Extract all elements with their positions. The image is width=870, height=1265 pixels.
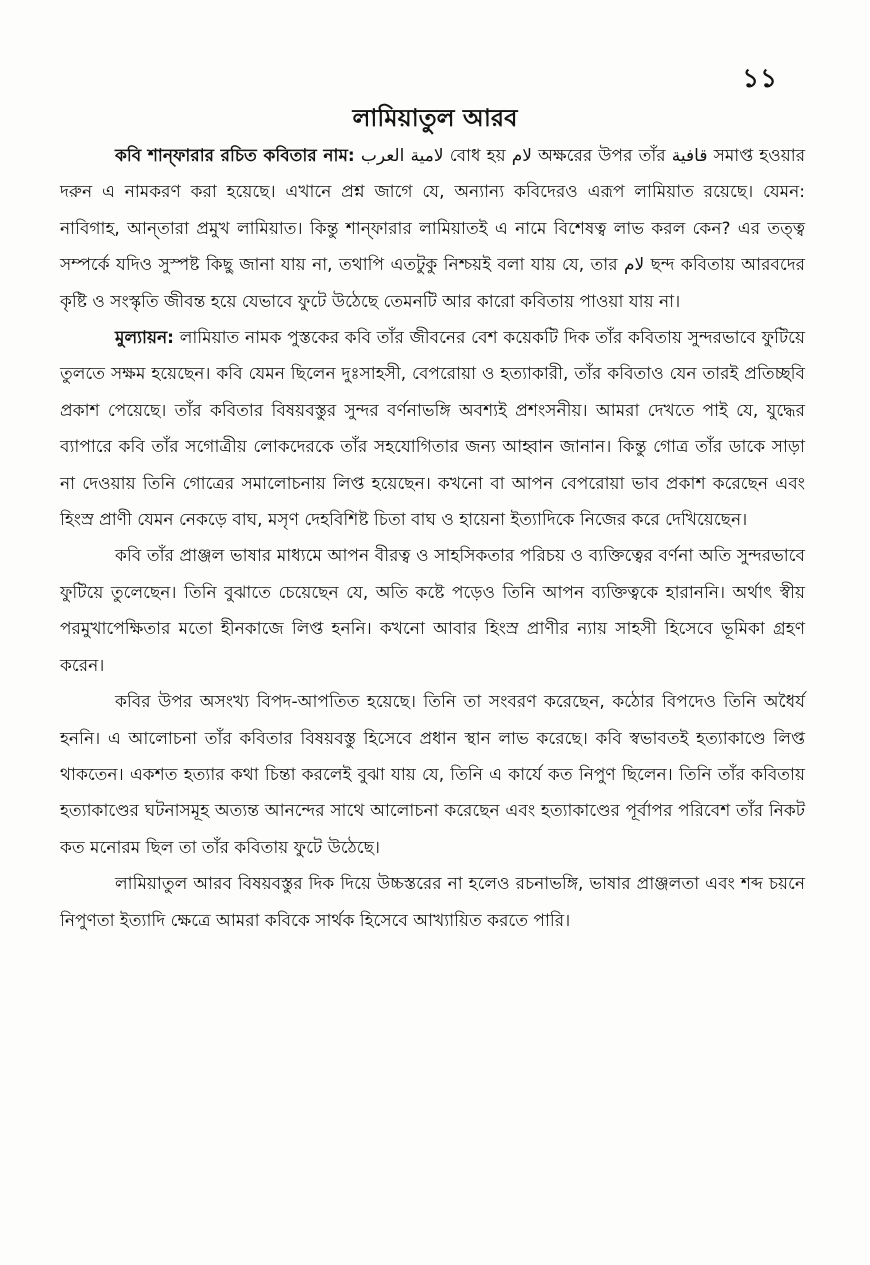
evaluation-lead: মুল্যায়ন: [115, 328, 174, 349]
intro-mid: বোধ হয় [449, 146, 506, 166]
paragraph-conclusion: লামিয়াতুল আরব বিষয়বস্তুর দিক দিয়ে উচ্চস্তরের না হলেও রচনাভঙ্গি, ভাষার প্রাঞ্জলতা এবং শব্দ চয়নে নিপুণতা ইত্যাদি ক্ষেত্রে আমরা কবিকে সার্থক হিসেবে আখ্যায়িত করতে পারি। [60, 874, 805, 931]
arabic-title: لامية العرب [360, 146, 444, 166]
page-title: লামিয়াতুল আরব [352, 104, 518, 132]
evaluation-text: লামিয়াত নামক পুস্তকের কবি তাঁর জীবনের বেশ কয়েকটি দিক তাঁর কবিতায় সুন্দরভাবে ফুটিয়ে তুলতে সক্ষম হয়েছেন। কবি যেমন ছিলেন দুঃসাহসী, বেপরোয়া ও হত্যাকারী, তাঁর কবিতাও যেন তারই প্রতিচ্ছবি প্রকাশ পেয়েছে। তাঁর কবিতার বিষয়বস্তুর সুন্দর বর্ণনাভঙ্গি অবশ্যই প্রশংসনীয়। আমরা দেখতে পাই যে, যুদ্ধের ব্যাপারে কবি তাঁর সগোত্রীয় লোকদেরকে তাঁর সহযোগিতার জন্য আহ্বান জানান। কিন্তু গোত্র তাঁর ডাকে সাড়া না দেওয়ায় তিনি গোত্রের সমালোচনায় লিপ্ত হয়েছেন। কখনো বা আপন বেপরোয়া ভাব প্রকাশ করেছেন এবং হিংস্র প্রাণী যেমন নেকড়ে বাঘ, মসৃণ দেহবিশিষ্ট চিতা বাঘ ও হায়েনা ইত্যাদিকে নিজের করে দেখিয়েছেন। [60, 328, 806, 531]
arabic-lam: لام [511, 146, 532, 166]
intro-lead: কবি শান্‌ফারার রচিত কবিতার নাম: [115, 146, 355, 166]
paragraph-hardship: কবির উপর অসংখ্য বিপদ-আপতিত হয়েছে। তিনি তা সংবরণ করেছেন, কঠোর বিপদেও তিনি অধৈর্য হননি। এ আলোচনা তাঁর কবিতার বিষয়বস্তু হিসেবে প্রধান স্থান লাভ করেছে। কবি স্বভাবতই হত্যাকাণ্ডে লিপ্ত থাকতেন। একশত হত্যার কথা চিন্তা করলেই বুঝা যায় যে, তিনি এ কার্যে কত নিপুণ ছিলেন। তিনি তাঁর কবিতায় হত্যাকাণ্ডের ঘটনাসমূহ অত্যন্ত আনন্দের সাথে আলোচনা করেছেন এবং হত্যাকাণ্ডের পূর্বাপর পরিবেশ তাঁর নিকট কত মনোরম ছিল তা তাঁর কবিতায় ফুটে উঠেছে। [60, 692, 805, 858]
intro-rest: অক্ষরের উপর তাঁর قافية সমাপ্ত হওয়ার দরুন এ নামকরণ করা হয়েছে। এখানে প্রশ্ন জাগে যে, অন্যান্য কবিদেরও এরূপ লামিয়াত রয়েছে। যেমন: নাবিগাহ, আন্‌তারা প্রমুখ লামিয়াত। কিন্তু শান্‌ফারার লামিয়াতই এ নামে বিশেষত্ব লাভ করল কেন? এর তত্ত্ব সম্পর্কে যদিও সুস্পষ্ট কিছু জানা যায় না, তথাপি এতটুকু নিশ্চয়ই বলা যায় যে, তার لام ছন্দ কবিতায় আরবদের কৃষ্টি ও সংস্কৃতি জীবন্ত হয়ে যেভাবে ফুটে উঠেছে তেমনটি আর কারো কবিতায় পাওয়া যায় না। [60, 146, 806, 312]
paragraph-intro [60, 138, 805, 320]
body-text [60, 138, 805, 939]
paragraph-heroism: কবি তাঁর প্রাঞ্জল ভাষার মাধ্যমে আপন বীরত্ব ও সাহসিকতার পরিচয় ও ব্যক্তিত্বের বর্ণনা অতি সুন্দরভাবে ফুটিয়ে তুলেছেন। তিনি বুঝাতে চেয়েছেন যে, অতি কষ্টে পড়েও তিনি আপন ব্যক্তিত্বকে হারাননি। অর্থাৎ স্বীয় পরমুখাপেক্ষিতার মতো হীনকাজে লিপ্ত হননি। কখনো আবার হিংস্র প্রাণীর ন্যায় সাহসী হিসেবে ভূমিকা গ্রহণ করেন। [60, 546, 805, 676]
page-number: ১১ [742, 64, 778, 94]
paragraph-evaluation [60, 320, 805, 538]
